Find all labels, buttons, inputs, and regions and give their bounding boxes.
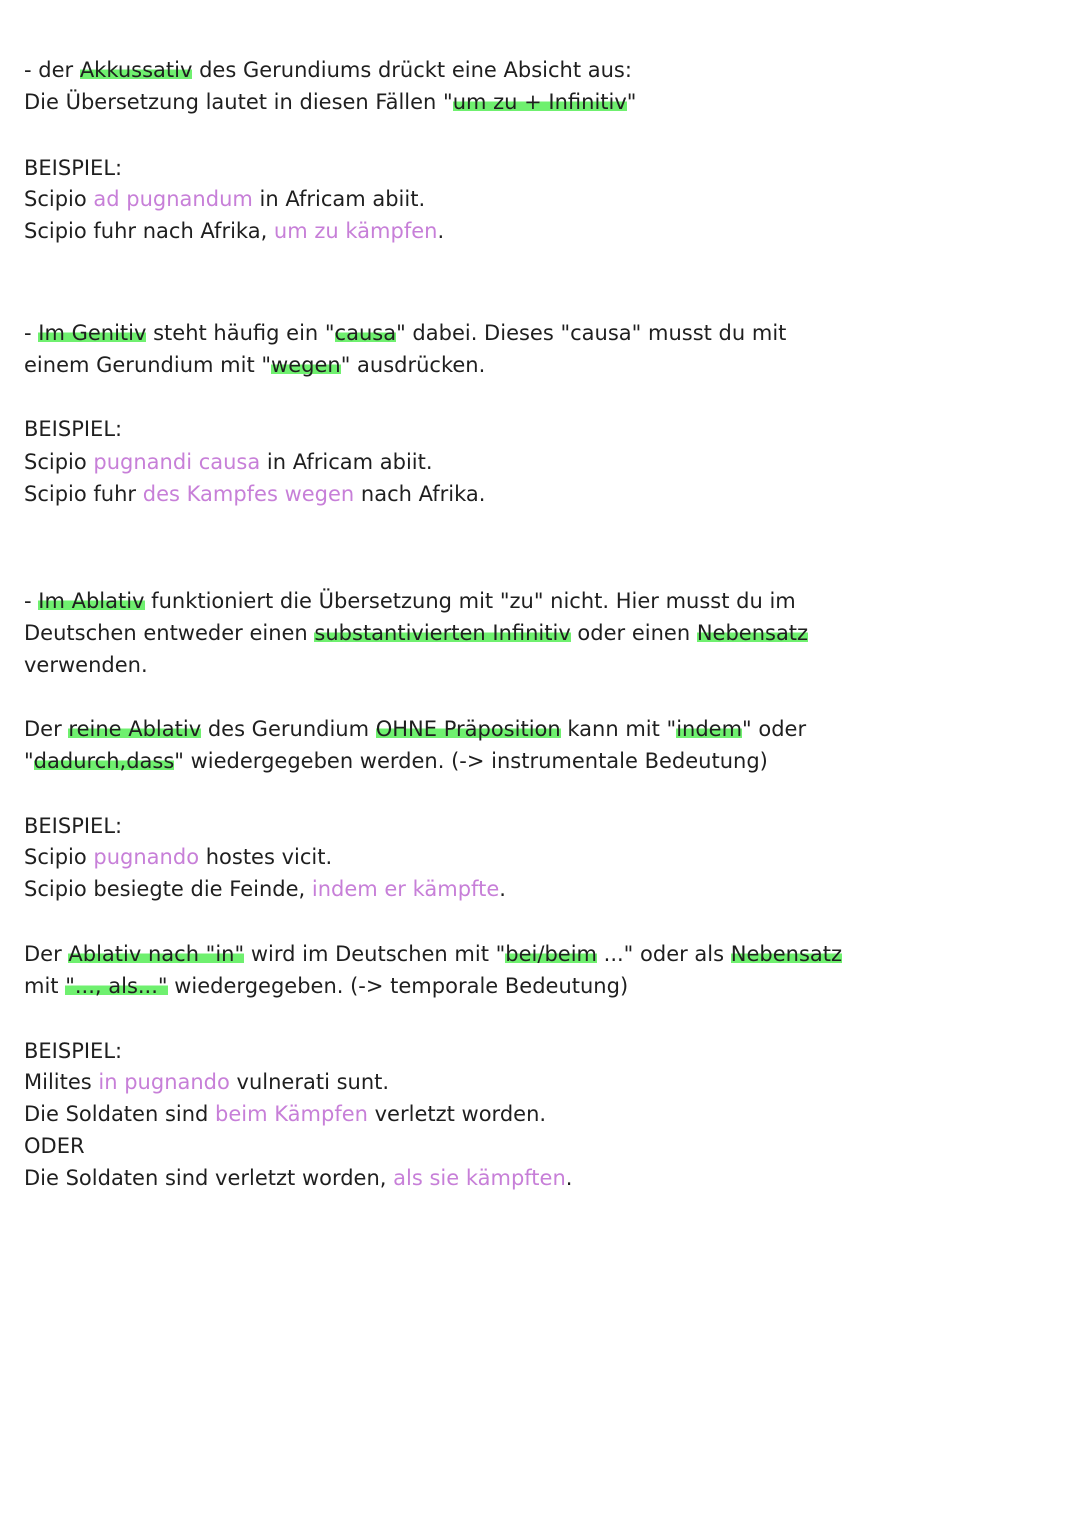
- highlight-im-ablativ: Im Ablativ: [38, 589, 145, 613]
- example-label: BEISPIEL:: [24, 156, 123, 180]
- example-german: Die Soldaten sind beim Kämpfen verletzt worden.: [24, 1102, 547, 1126]
- highlight-indem: indem: [676, 717, 743, 741]
- example-latin: Scipio pugnando hostes vicit.: [24, 845, 333, 869]
- ablativ-in-line-2: mit "..., als..." wiedergegeben. (-> temporale Bedeutung): [24, 974, 629, 998]
- example-latin: Milites in pugnando vulnerati sunt.: [24, 1070, 390, 1094]
- akkusativ-rule-line-1: - der Akkussativ des Gerundiums drückt eine Absicht aus:: [24, 58, 632, 82]
- highlight-reine-ablativ: reine Ablativ: [68, 717, 202, 741]
- example-phrase: pugnando: [93, 845, 200, 869]
- example-german: Scipio fuhr des Kampfes wegen nach Afrika.: [24, 482, 486, 506]
- highlight-akkusativ: Akkussativ: [79, 58, 193, 82]
- example-german: Scipio besiegte die Feinde, indem er kämpfte.: [24, 877, 506, 901]
- highlight-dadurch-dass: dadurch,dass: [33, 749, 175, 773]
- example-phrase: beim Kämpfen: [215, 1102, 368, 1126]
- example-phrase: pugnandi causa: [93, 450, 261, 474]
- genitiv-rule-line-1: - Im Genitiv steht häufig ein "causa" dabei. Dieses "causa" musst du mit: [24, 321, 787, 345]
- highlight-ablativ-nach-in: Ablativ nach "in": [68, 942, 245, 966]
- example-latin: Scipio ad pugnandum in Africam abiit.: [24, 187, 426, 211]
- example-latin: Scipio pugnandi causa in Africam abiit.: [24, 450, 433, 474]
- highlight-im-genitiv: Im Genitiv: [38, 321, 147, 345]
- highlight-wegen: wegen: [271, 353, 341, 377]
- highlight-nebensatz: Nebensatz: [696, 621, 809, 645]
- oder-label: ODER: [24, 1134, 85, 1158]
- highlight-ohne-praeposition: OHNE Präposition: [375, 717, 561, 741]
- example-phrase: ad pugnandum: [93, 187, 253, 211]
- akkusativ-rule-line-2: Die Übersetzung lautet in diesen Fällen "um zu + Infinitiv": [24, 90, 637, 114]
- highlight-causa: causa: [334, 321, 397, 345]
- highlight-bei-beim: bei/beim: [505, 942, 597, 966]
- example-german: Scipio fuhr nach Afrika, um zu kämpfen.: [24, 219, 445, 243]
- reiner-ablativ-line-1: Der reine Ablativ des Gerundium OHNE Präposition kann mit "indem" oder: [24, 717, 807, 741]
- ablativ-in-line-1: Der Ablativ nach "in" wird im Deutschen mit "bei/beim ..." oder als Nebensatz: [24, 942, 843, 966]
- example-label: BEISPIEL:: [24, 814, 123, 838]
- example-phrase: als sie kämpften: [393, 1166, 566, 1190]
- highlight-nebensatz-2: Nebensatz: [730, 942, 843, 966]
- example-phrase: in pugnando: [98, 1070, 230, 1094]
- example-german-alt: Die Soldaten sind verletzt worden, als sie kämpften.: [24, 1166, 573, 1190]
- example-phrase: um zu kämpfen: [273, 219, 438, 243]
- example-label: BEISPIEL:: [24, 1039, 123, 1063]
- example-phrase: indem er kämpfte: [311, 877, 500, 901]
- example-phrase: des Kampfes wegen: [142, 482, 355, 506]
- reiner-ablativ-line-2: "dadurch,dass" wiedergegeben werden. (-> instrumentale Bedeutung): [24, 749, 768, 773]
- ablativ-rule-line-3: verwenden.: [24, 653, 148, 677]
- highlight-substantivierter-infinitiv: substantivierten Infinitiv: [314, 621, 571, 645]
- ablativ-rule-line-1: - Im Ablativ funktioniert die Übersetzung mit "zu" nicht. Hier musst du im: [24, 589, 796, 613]
- highlight-als: "..., als...": [65, 974, 168, 998]
- ablativ-rule-line-2: Deutschen entweder einen substantivierten Infinitiv oder einen Nebensatz: [24, 621, 809, 645]
- example-label: BEISPIEL:: [24, 417, 123, 441]
- highlight-um-zu-infinitiv: um zu + Infinitiv: [452, 90, 627, 114]
- genitiv-rule-line-2: einem Gerundium mit "wegen" ausdrücken.: [24, 353, 486, 377]
